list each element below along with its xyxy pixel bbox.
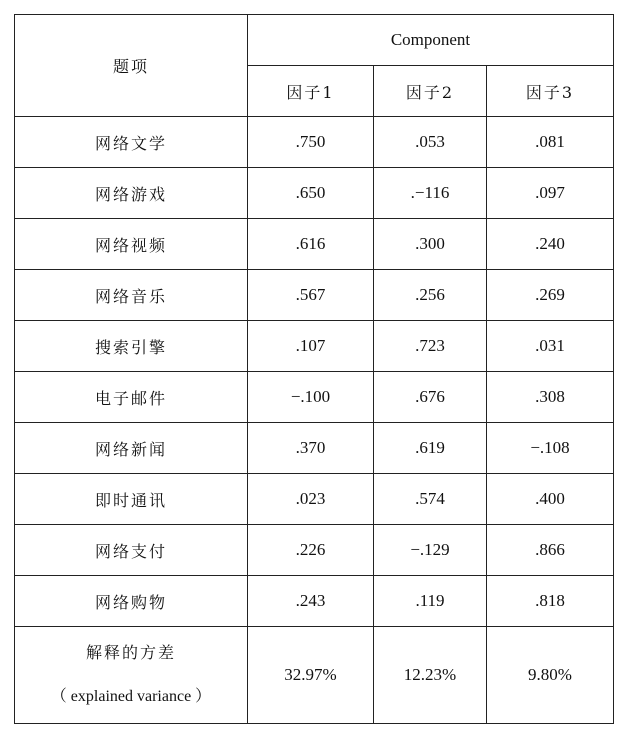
factor-header-2: 因子2: [374, 66, 487, 117]
loading-cell: .119: [374, 576, 487, 627]
loading-cell: .−116: [374, 168, 487, 219]
loading-cell: .723: [374, 321, 487, 372]
loading-cell: .240: [487, 219, 614, 270]
loading-cell: .107: [248, 321, 374, 372]
item-label: 网络支付: [15, 525, 248, 576]
loading-cell: −.100: [248, 372, 374, 423]
loading-cell: .308: [487, 372, 614, 423]
item-label: 网络音乐: [15, 270, 248, 321]
loading-cell: .023: [248, 474, 374, 525]
item-label: 网络新闻: [15, 423, 248, 474]
table-row: [15, 474, 614, 525]
loading-cell: .300: [374, 219, 487, 270]
loading-cell: .256: [374, 270, 487, 321]
loading-cell: .243: [248, 576, 374, 627]
loading-cell: .031: [487, 321, 614, 372]
loading-cell: .269: [487, 270, 614, 321]
variance-label-cell: [15, 627, 248, 724]
loading-cell: .818: [487, 576, 614, 627]
loading-cell: .750: [248, 117, 374, 168]
item-label: 网络游戏: [15, 168, 248, 219]
table-row: [15, 219, 614, 270]
item-label: 即时通讯: [15, 474, 248, 525]
item-label: 网络视频: [15, 219, 248, 270]
loading-cell: .574: [374, 474, 487, 525]
loading-cell: .650: [248, 168, 374, 219]
factor-header-1: 因子1: [248, 66, 374, 117]
item-label: 网络购物: [15, 576, 248, 627]
table-row: [15, 270, 614, 321]
item-header: 题项: [15, 15, 248, 117]
header-row-1: [15, 15, 614, 66]
variance-value: 32.97%: [248, 627, 374, 724]
table-row: [15, 372, 614, 423]
table-row: [15, 321, 614, 372]
variance-value: 12.23%: [374, 627, 487, 724]
item-label: 电子邮件: [15, 372, 248, 423]
table-row: [15, 423, 614, 474]
loading-cell: −.108: [487, 423, 614, 474]
loading-cell: .676: [374, 372, 487, 423]
table-row: [15, 168, 614, 219]
loading-cell: .053: [374, 117, 487, 168]
loading-cell: .097: [487, 168, 614, 219]
variance-row: [15, 627, 614, 724]
variance-value: 9.80%: [487, 627, 614, 724]
factor-header-3: 因子3: [487, 66, 614, 117]
loading-cell: .370: [248, 423, 374, 474]
variance-label-cn: 解释的方差: [85, 643, 176, 662]
loading-cell: .567: [248, 270, 374, 321]
loading-cell: .866: [487, 525, 614, 576]
loading-cell: .619: [374, 423, 487, 474]
loading-cell: .226: [248, 525, 374, 576]
loading-cell: .400: [487, 474, 614, 525]
table-row: [15, 576, 614, 627]
loading-cell: .081: [487, 117, 614, 168]
table-row: [15, 117, 614, 168]
item-label: 网络文学: [15, 117, 248, 168]
loading-cell: −.129: [374, 525, 487, 576]
component-header: Component: [248, 15, 614, 66]
loading-cell: .616: [248, 219, 374, 270]
table-row: [15, 525, 614, 576]
factor-loadings-table: [14, 14, 614, 724]
item-label: 搜索引擎: [15, 321, 248, 372]
variance-label-en: （ explained variance ）: [50, 688, 212, 705]
